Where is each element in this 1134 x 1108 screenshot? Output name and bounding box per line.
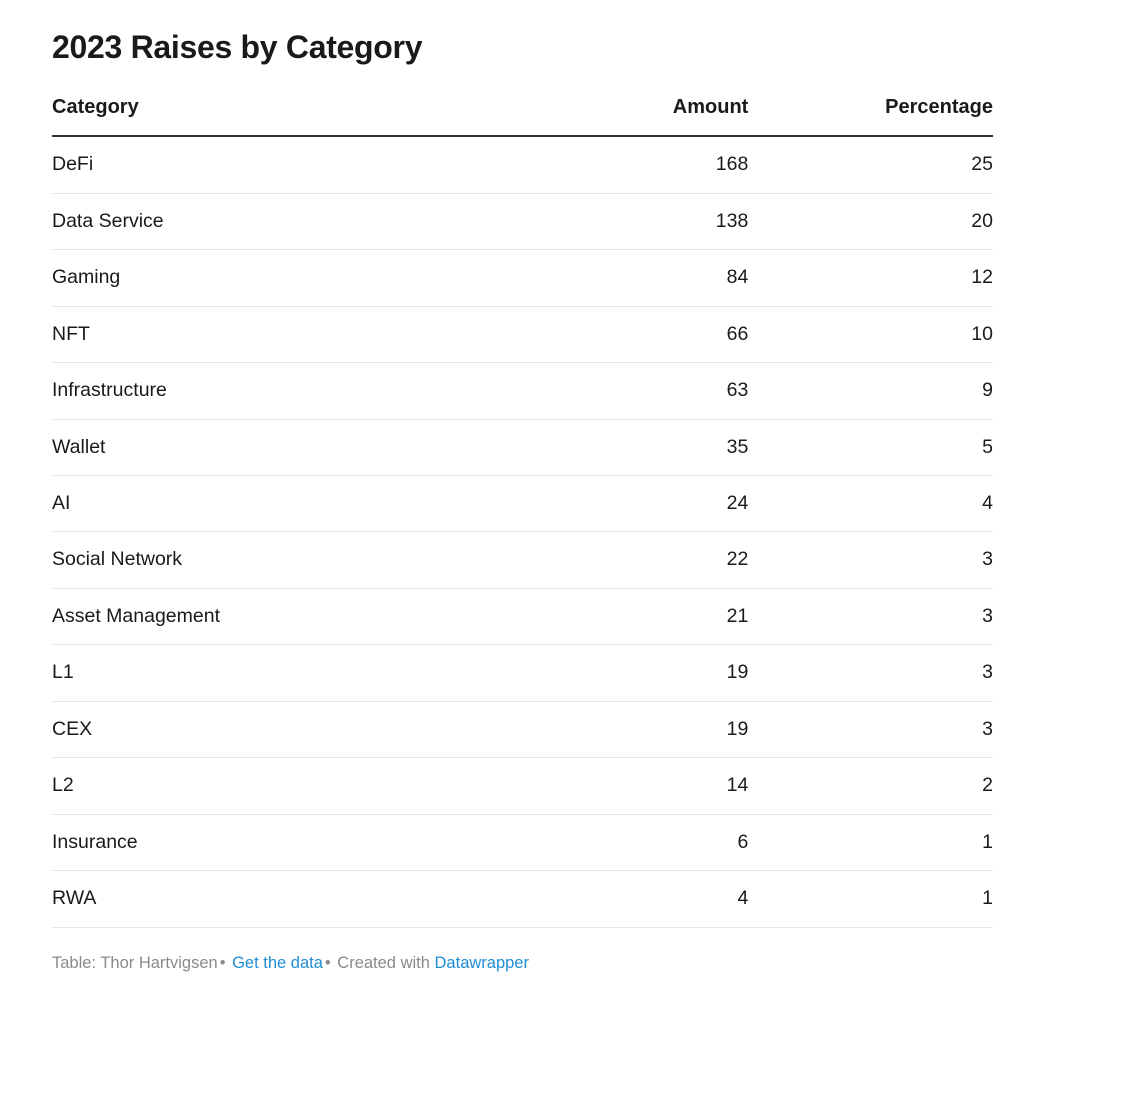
- footer-credit: Table: Thor Hartvigsen: [52, 953, 218, 972]
- cell-category: Asset Management: [52, 588, 504, 644]
- table-row: [52, 363, 993, 419]
- cell-percentage: 12: [748, 250, 993, 306]
- cell-category: Social Network: [52, 532, 504, 588]
- cell-category: Wallet: [52, 419, 504, 475]
- cell-percentage: 3: [748, 588, 993, 644]
- cell-amount: 63: [504, 363, 749, 419]
- table-row: [52, 419, 993, 475]
- table-header: [52, 96, 993, 136]
- cell-amount: 66: [504, 306, 749, 362]
- table-row: [52, 306, 993, 362]
- page-title: 2023 Raises by Category: [52, 29, 423, 65]
- cell-percentage: 20: [748, 193, 993, 249]
- table-row: [52, 250, 993, 306]
- table-row: [52, 701, 993, 757]
- table-row: [52, 588, 993, 644]
- cell-amount: 21: [504, 588, 749, 644]
- cell-amount: 14: [504, 758, 749, 814]
- cell-category: L1: [52, 645, 504, 701]
- cell-percentage: 3: [748, 532, 993, 588]
- table-header-row: [52, 96, 993, 136]
- footer-separator-2: •: [324, 953, 331, 972]
- cell-amount: 22: [504, 532, 749, 588]
- cell-percentage: 2: [748, 758, 993, 814]
- cell-category: DeFi: [52, 136, 504, 193]
- cell-percentage: 4: [748, 476, 993, 532]
- table-row: [52, 758, 993, 814]
- footer-created-with: Created with: [337, 953, 430, 972]
- cell-category: RWA: [52, 871, 504, 927]
- cell-percentage: 25: [748, 136, 993, 193]
- cell-category: Infrastructure: [52, 363, 504, 419]
- cell-percentage: 10: [748, 306, 993, 362]
- cell-amount: 4: [504, 871, 749, 927]
- table-body: [52, 136, 993, 927]
- column-header-percentage: Percentage: [748, 96, 993, 136]
- table-row: [52, 871, 993, 927]
- column-header-category: Category: [52, 96, 504, 136]
- table-row: [52, 645, 993, 701]
- cell-amount: 19: [504, 701, 749, 757]
- table-row: [52, 814, 993, 870]
- cell-amount: 24: [504, 476, 749, 532]
- raises-by-category-table: [52, 96, 993, 927]
- table-row: [52, 532, 993, 588]
- cell-percentage: 1: [748, 871, 993, 927]
- chart-footer: [52, 952, 994, 975]
- cell-category: AI: [52, 476, 504, 532]
- cell-percentage: 3: [748, 645, 993, 701]
- cell-percentage: 3: [748, 701, 993, 757]
- get-the-data-link[interactable]: Get the data: [232, 953, 323, 972]
- cell-percentage: 5: [748, 419, 993, 475]
- cell-category: Insurance: [52, 814, 504, 870]
- cell-amount: 35: [504, 419, 749, 475]
- cell-percentage: 1: [748, 814, 993, 870]
- cell-category: CEX: [52, 701, 504, 757]
- cell-category: Data Service: [52, 193, 504, 249]
- column-header-amount: Amount: [504, 96, 749, 136]
- cell-category: Gaming: [52, 250, 504, 306]
- datawrapper-link[interactable]: Datawrapper: [434, 953, 529, 972]
- cell-percentage: 9: [748, 363, 993, 419]
- cell-category: NFT: [52, 306, 504, 362]
- cell-amount: 6: [504, 814, 749, 870]
- cell-amount: 168: [504, 136, 749, 193]
- cell-amount: 19: [504, 645, 749, 701]
- table-row: [52, 476, 993, 532]
- table-row: [52, 136, 993, 193]
- table-row: [52, 193, 993, 249]
- cell-amount: 84: [504, 250, 749, 306]
- cell-amount: 138: [504, 193, 749, 249]
- footer-separator-1: •: [219, 953, 226, 972]
- cell-category: L2: [52, 758, 504, 814]
